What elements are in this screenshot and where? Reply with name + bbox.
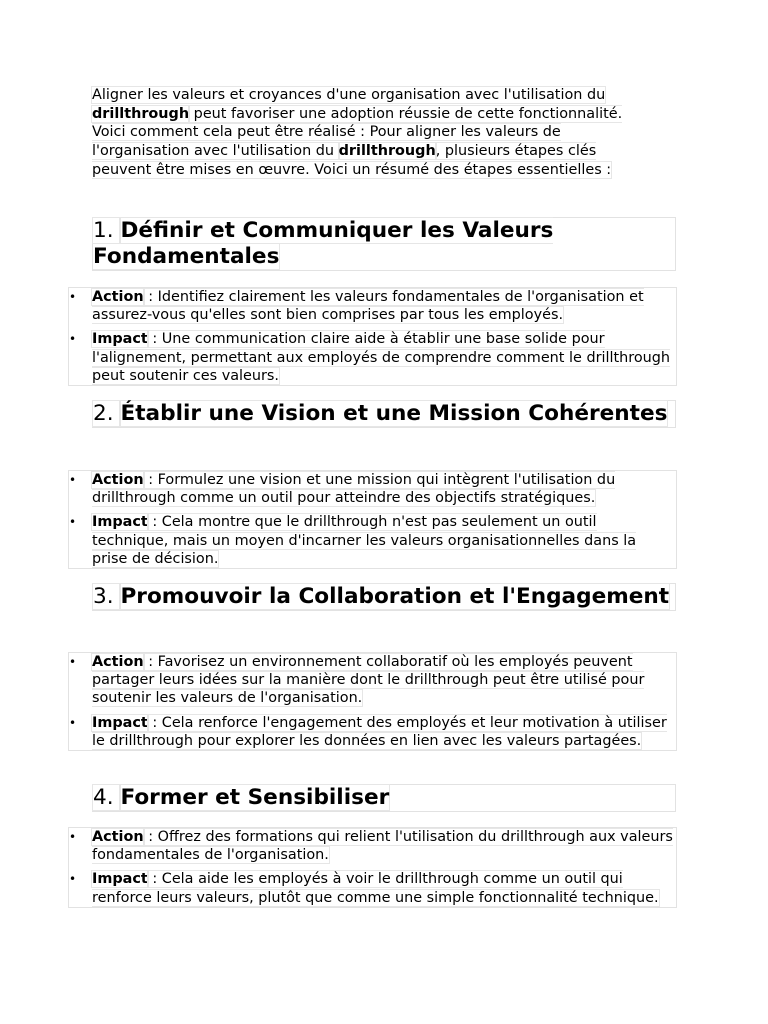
intro-bold-term-1: drillthrough [92, 105, 190, 122]
item-text: : Identifiez clairement les valeurs fondamentales de l'organisation et assurez-vous qu'elles sont bien comprises par tous les employés. [92, 289, 644, 324]
bullet-icon: • [69, 655, 77, 669]
list-item [69, 288, 676, 324]
section-2-title: Établir une Vision et une Mission Cohérentes [120, 401, 668, 426]
section-1-number: 1. [93, 218, 121, 243]
item-text: : Cela aide les employés à voir le drillthrough comme un outil qui renforce leurs valeurs, plutôt que comme une simple fonctionnalité technique. [92, 871, 659, 906]
bullet-icon: • [69, 830, 77, 844]
section-2-heading [93, 401, 675, 427]
item-text: : Cela montre que le drillthrough n'est pas seulement un outil technique, mais un moyen d'incarner les valeurs organisationnelles dans la prise de décision. [92, 514, 637, 567]
intro-text-3: , plusieurs étapes clés peuvent être mises en œuvre. Voici un résumé des étapes essentielles : [92, 143, 612, 178]
section-1-title: Définir et Communiquer les Valeurs Fondamentales [93, 218, 554, 269]
list-item [69, 870, 676, 906]
section-3-title: Promouvoir la Collaboration et l'Engagement [120, 584, 670, 609]
intro-text-1: Aligner les valeurs et croyances d'une organisation avec l'utilisation du [92, 87, 606, 103]
section-3-list [69, 653, 676, 750]
item-label: Impact [92, 714, 148, 731]
item-label: Action [92, 654, 144, 670]
bullet-icon: • [69, 872, 77, 887]
list-item [69, 714, 676, 750]
section-3-heading [93, 584, 675, 610]
section-4-number: 4. [93, 785, 121, 810]
item-label: Action [92, 829, 144, 845]
list-item [69, 513, 676, 568]
section-2-list-box [68, 470, 677, 569]
item-text: : Cela renforce l'engagement des employés et leur motivation à utiliser le drillthrough pour explorer les données en lien avec les valeurs partagées. [92, 714, 667, 749]
item-text: : Offrez des formations qui relient l'utilisation du drillthrough aux valeurs fondamentales de l'organisation. [92, 829, 673, 864]
section-1-list-box [68, 287, 677, 386]
section-3-number: 3. [93, 584, 121, 609]
item-label: Action [92, 472, 144, 488]
item-text: : Formulez une vision et une mission qui intègrent l'utilisation du drillthrough comme un outil pour atteindre des objectifs stratégiques. [92, 472, 616, 507]
section-2-list [69, 471, 676, 568]
item-label: Impact [92, 514, 148, 531]
section-3-list-box [68, 652, 677, 751]
item-label: Impact [92, 871, 148, 888]
section-4-list [69, 828, 676, 907]
section-1-list [69, 288, 676, 385]
section-4-list-box [68, 827, 677, 908]
intro-text-2: peut favoriser une adoption réussie de cette fonctionnalité. Voici comment cela peut être réalisé : Pour aligner les valeurs de l'organisation avec l'utilisation du [92, 105, 623, 160]
bullet-icon: • [69, 715, 77, 730]
bullet-icon: • [69, 515, 77, 530]
list-item [69, 828, 676, 864]
list-item [69, 471, 676, 507]
section-2-heading-box [92, 400, 676, 428]
section-2-number: 2. [93, 401, 121, 426]
intro-paragraph [92, 86, 652, 180]
item-text: : Une communication claire aide à établir une base solide pour l'alignement, permettant aux employés de comprendre comment le drillthrough peut soutenir ces valeurs. [92, 331, 671, 384]
section-1-heading [93, 218, 675, 270]
bullet-icon: • [69, 332, 77, 347]
intro-bold-term-2: drillthrough [338, 143, 436, 160]
item-label: Impact [92, 331, 148, 348]
bullet-icon: • [69, 290, 77, 304]
section-1-heading-box [92, 217, 676, 271]
list-item [69, 653, 676, 708]
section-3-heading-box [92, 583, 676, 611]
bullet-icon: • [69, 473, 77, 487]
section-4-heading-box [92, 784, 676, 812]
list-item [69, 330, 676, 385]
item-label: Action [92, 289, 144, 305]
item-text: : Favorisez un environnement collaboratif où les employés peuvent partager leurs idées sur la manière dont le drillthrough peut être utilisé pour soutenir les valeurs de l'organisation. [92, 654, 645, 707]
section-4-heading [93, 785, 675, 811]
section-4-title: Former et Sensibiliser [120, 785, 390, 810]
